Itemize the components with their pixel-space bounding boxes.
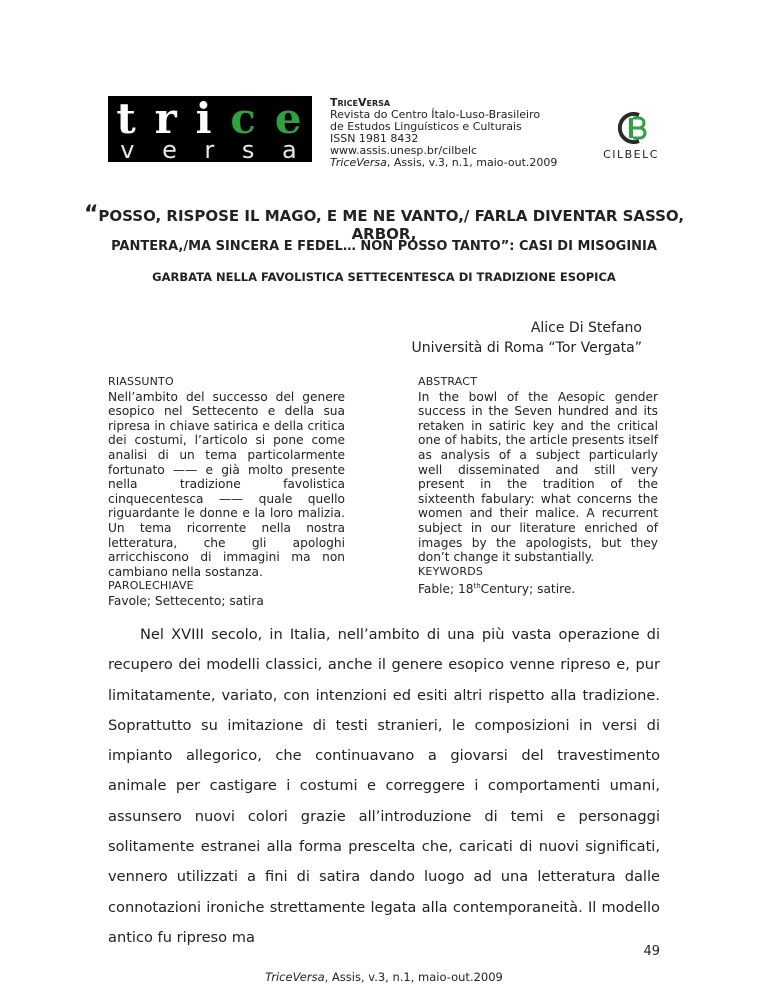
cilbelc-emblem-icon: [609, 110, 653, 146]
logo-letter: a: [281, 136, 300, 164]
footer-citation-title: TriceVersa: [265, 970, 325, 984]
journal-citation: [330, 157, 557, 169]
keywords-post: Century; satire.: [480, 582, 576, 597]
keywords-text: [418, 579, 658, 597]
cilbelc-logo: [596, 110, 666, 164]
article-title-line-3: GARBATA NELLA FAVOLISTICA SETTECENTESCA DI TRADIZIONE ESOPICA: [152, 270, 616, 284]
riassunto-heading: RIASSUNTO: [108, 375, 174, 388]
journal-subtitle-2: de Estudos Linguísticos e Culturais: [330, 120, 522, 133]
journal-citation-rest: , Assis, v.3, n.1, maio-out.2009: [386, 156, 558, 169]
triceversa-logo: [108, 93, 312, 164]
riassunto-column: [108, 375, 345, 609]
article-title-line-2: PANTERA,/MA SINCERA E FEDEL… NON POSSO TANTO”: CASI DI MISOGINIA: [111, 239, 657, 254]
abstract-text: In the bowl of the Aesopic gender success in the Seven hundred and its retaken in satiric key and the critical one of habits, the article presents itself as analysis of a subject particularly well disseminated and still very present in the tradition of the sixteenth fabulary: what concerns the women and their malice. A recurrent subject in our literature enriched of images by the apologists, but they don’t change it substantially.: [418, 389, 658, 565]
journal-citation-title: TriceVersa: [330, 156, 387, 169]
logo-letter: v: [120, 136, 138, 164]
logo-word-trice: [108, 93, 312, 143]
logo-letter: e: [274, 93, 304, 143]
keywords-heading: KEYWORDS: [418, 564, 484, 578]
keywords-pre: Fable; 18: [418, 582, 474, 597]
article-title-line-1: [70, 202, 698, 243]
abstract-heading: ABSTRACT: [418, 375, 478, 388]
body-paragraph: Nel XVIII secolo, in Italia, nell’ambito di una più vasta operazione di recupero dei modelli classici, anche il genere esopico venne ripreso e, pur limitatamente, variato, con intenzioni ed esiti altri rispetto alla tradizione. Soprattutto su imitazione di testi stranieri, le composizioni in versi di impianto allegorico, che continuavano a giovarsi del travestimento animale per castigare i costumi e correggere i comportamenti umani, assunsero nuovi colori grazie all’introduzione di temi e personaggi solitamente estranei alla forma prescelta che, caricati di nuovi significati, vennero utilizzati a fini di satira dando luogo ad una letteratura dalle connotazioni ironiche strettamente legata alla contemporaneità. Il modello antico fu ripreso ma: [108, 626, 660, 946]
author-block: [411, 318, 642, 358]
logo-letter: t: [116, 93, 138, 143]
riassunto-text: Nell’ambito del successo del genere esopico nel Settecento e della sua ripresa in chiave satirica e della critica dei costumi, l’articolo si pone come analisi di un tema particolarmente fortunato —— e già molto presente nella tradizione favolistica cinquecentesca —— quale quello riguardante le donne e la loro malizia. Un tema ricorrente nella nostra letteratura, che gli apologhi arricchiscono di immagini ma non cambiano nella sostanza.: [108, 389, 345, 579]
journal-url[interactable]: www.assis.unesp.br/cilbelc: [330, 144, 478, 157]
logo-letter: r: [154, 93, 179, 143]
journal-info: [330, 97, 557, 169]
logo-letter: c: [230, 93, 258, 143]
logo-word-versa: [108, 138, 312, 162]
title-text-1: POSSO, RISPOSE IL MAGO, E ME NE VANTO,/ FARLA DIVENTAR SASSO, ARBOR,: [98, 207, 685, 243]
page-number: 49: [643, 944, 660, 959]
cilbelc-label: CILBELC: [603, 148, 659, 161]
footer-citation-rest: , Assis, v.3, n.1, maio-out.2009: [324, 970, 503, 984]
parolechiave-heading: PAROLECHIAVE: [108, 579, 194, 593]
author-name: Alice Di Stefano: [530, 320, 642, 336]
journal-name: TriceVersa: [330, 96, 391, 109]
footer-citation: [0, 970, 768, 984]
logo-letter: s: [241, 136, 258, 164]
parolechiave-text: Favole; Settecento; satira: [108, 593, 264, 608]
author-affiliation: Università di Roma “Tor Vergata”: [411, 340, 642, 356]
logo-letter: e: [162, 136, 180, 164]
logo-letter: i: [195, 93, 214, 143]
title-open-quote: “: [83, 202, 99, 227]
journal-issn: ISSN 1981 8432: [330, 132, 419, 145]
keywords-sup: th: [473, 582, 481, 591]
abstract-column: [418, 375, 658, 597]
journal-subtitle-1: Revista do Centro Ítalo-Luso-Brasileiro: [330, 108, 541, 121]
logo-letter: r: [204, 136, 218, 164]
